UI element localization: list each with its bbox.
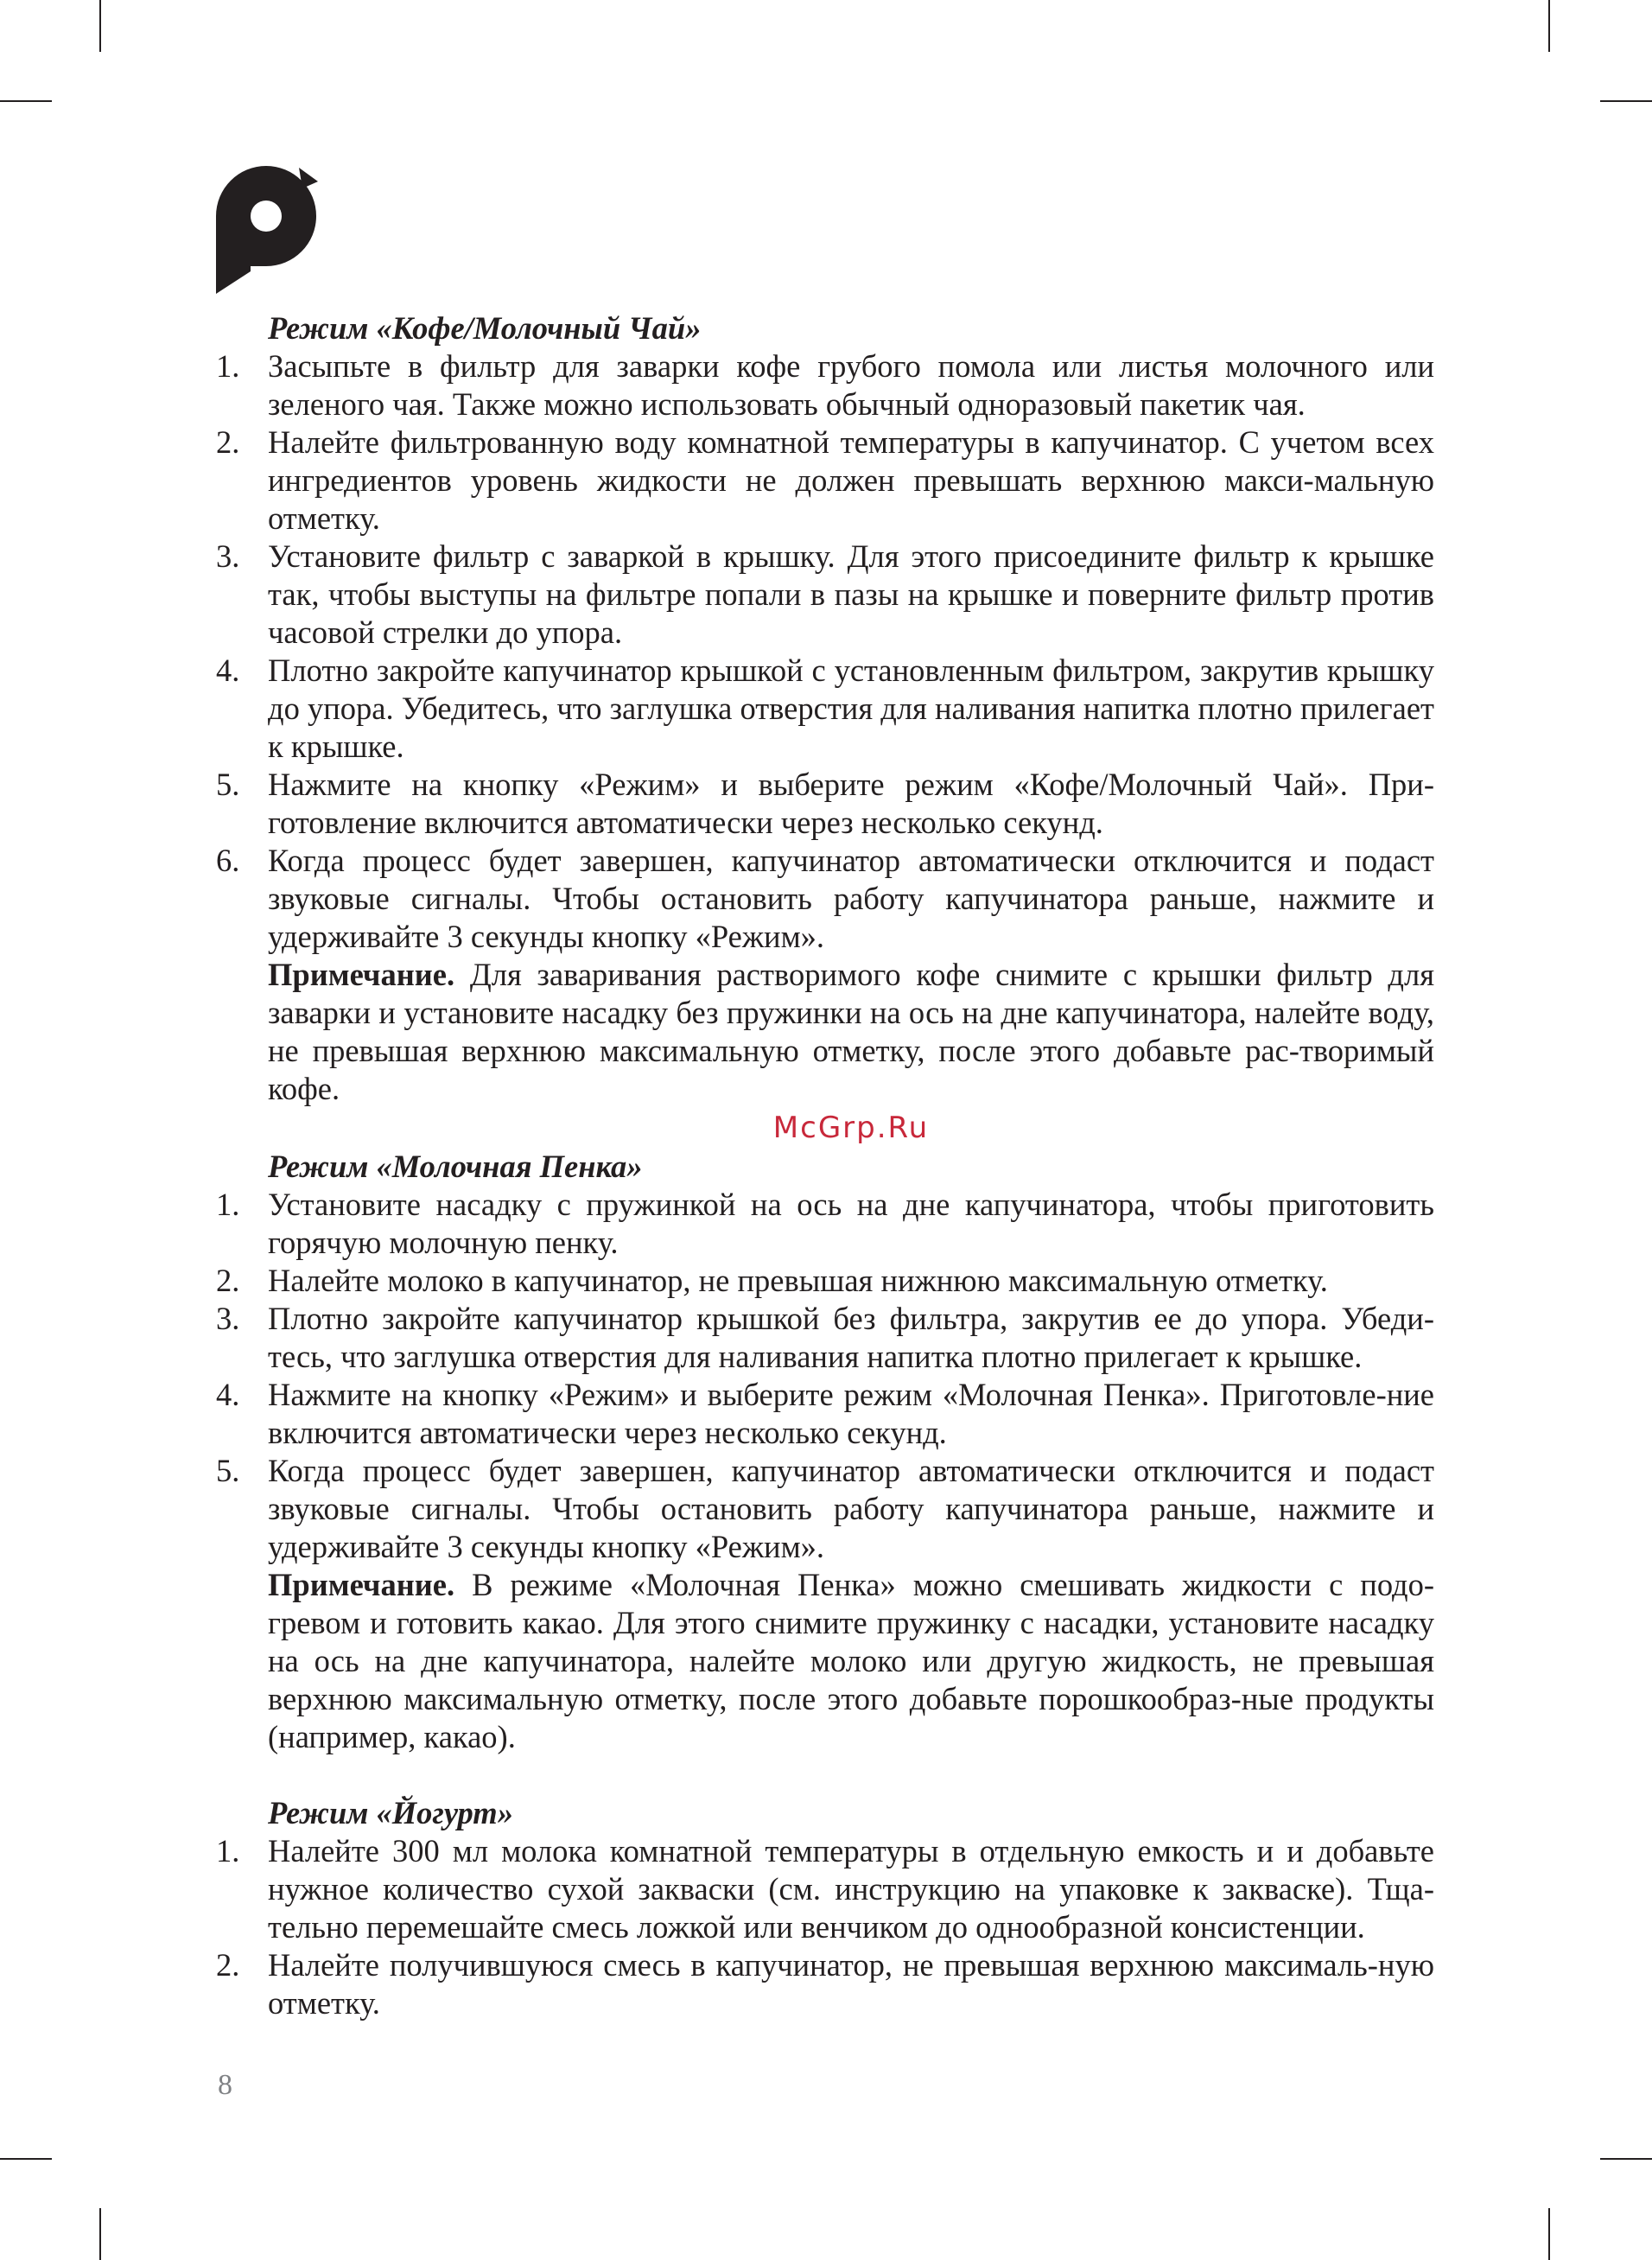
list-item: 2. Налейте молоко в капучинатор, не превышая нижнюю максимальную отметку. (216, 1263, 1328, 1298)
crop-mark (1600, 2158, 1652, 2160)
list-item: 5. Когда процесс будет завершен, капучинатор автоматически отключится и подаст звуковые сигналы. Чтобы остановить работу капучинатора раньше, нажмите и удерживайте 3 секунды кнопку «Режим». (216, 1453, 1434, 1564)
coffee-steps-list (216, 347, 1434, 956)
list-item: 3. Плотно закройте капучинатор крышкой без фильтра, закрутив ее до упора. Убеди-тесь, что заглушка отверстия для наливания напитка плотно прилегает к крышке. (216, 1301, 1434, 1374)
section-spacer (216, 1756, 1434, 1794)
list-item: 1. Засыпьте в фильтр для заварки кофе грубого помола или листья молочного или зеленого чая. Также можно использовать обычный одноразовый пакетик чая. (216, 348, 1434, 422)
note-text: В режиме «Молочная Пенка» можно смешивать жидкости с подо-гревом и готовить какао. Для этого снимите пружинку с насадки, установите насадку на ось на дне капучинатора, налейте молоко или другую жидкость, не превышая верхнюю максимальную отметку, после этого добавьте порошкообраз-ные продукты (например, какао). (268, 1567, 1434, 1754)
crop-mark (1548, 2208, 1550, 2260)
page-number: 8 (218, 2069, 232, 2101)
list-item: 5. Нажмите на кнопку «Режим» и выберите режим «Кофе/Молочный Чай». При-готовление включится автоматически через несколько секунд. (216, 767, 1434, 840)
list-item: 3. Установите фильтр с заваркой в крышку. Для этого присоедините фильтр к крышке так, чтобы выступы на фильтре попали в пазы на крышке и поверните фильтр против часовой стрелки до упора. (216, 538, 1434, 650)
note-label: Примечание. (268, 957, 455, 992)
section-title-milk-foam: Режим «Молочная Пенка» (268, 1149, 643, 1184)
note-milk-foam (268, 1566, 1434, 1756)
crop-mark (99, 0, 101, 52)
section-title-coffee: Режим «Кофе/Молочный Чай» (268, 310, 702, 346)
list-item: 4. Нажмите на кнопку «Режим» и выберите режим «Молочная Пенка». Приготовле-ние включится автоматически через несколько секунд. (216, 1377, 1434, 1450)
list-item: 2. Налейте получившуюся смесь в капучинатор, не превышая верхнюю максималь-ную отметку. (216, 1947, 1434, 2021)
watermark-link[interactable]: McGrp.Ru (772, 1111, 930, 1145)
page-content (216, 309, 1434, 2022)
note-coffee (268, 956, 1434, 1108)
list-item: 2. Налейте фильтрованную воду комнатной температуры в капучинатор. С учетом всех ингредиентов уровень жидкости не должен превышать верхнюю макси-мальную отметку. (216, 424, 1434, 536)
list-item: 6. Когда процесс будет завершен, капучинатор автоматически отключится и подаст звуковые сигналы. Чтобы остановить работу капучинатора раньше, нажмите и удерживайте 3 секунды кнопку «Режим». (216, 843, 1434, 954)
brand-logo-icon (216, 164, 320, 294)
yogurt-steps-list (216, 1832, 1434, 2022)
milk-foam-steps-list (216, 1186, 1434, 1566)
crop-mark (99, 2208, 101, 2260)
crop-mark (0, 100, 52, 102)
note-text: Для заваривания растворимого кофе снимите с крышки фильтр для заварки и установите насадку без пружинки на ось на дне капучинатора, налейте воду, не превышая верхнюю максимальную отметку, после этого добавьте рас-творимый кофе. (268, 957, 1434, 1106)
note-label: Примечание. (268, 1567, 455, 1602)
crop-mark (1548, 0, 1550, 52)
crop-mark (0, 2158, 52, 2160)
crop-mark (1600, 100, 1652, 102)
list-item: 1. Налейте 300 мл молока комнатной температуры в отдельную емкость и и добавьте нужное количество сухой закваски (см. инструкцию на упаковке к закваске). Тща-тельно перемешайте смесь ложкой или венчиком до однообразной консистенции. (216, 1833, 1434, 1945)
list-item: 4. Плотно закройте капучинатор крышкой с установленным фильтром, закрутив крышку до упора. Убедитесь, что заглушка отверстия для наливания напитка плотно прилегает к крышке. (216, 653, 1434, 764)
list-item: 1. Установите насадку с пружинкой на ось на дне капучинатора, чтобы приготовить горячую молочную пенку. (216, 1187, 1434, 1260)
section-title-yogurt: Режим «Йогурт» (268, 1795, 513, 1830)
